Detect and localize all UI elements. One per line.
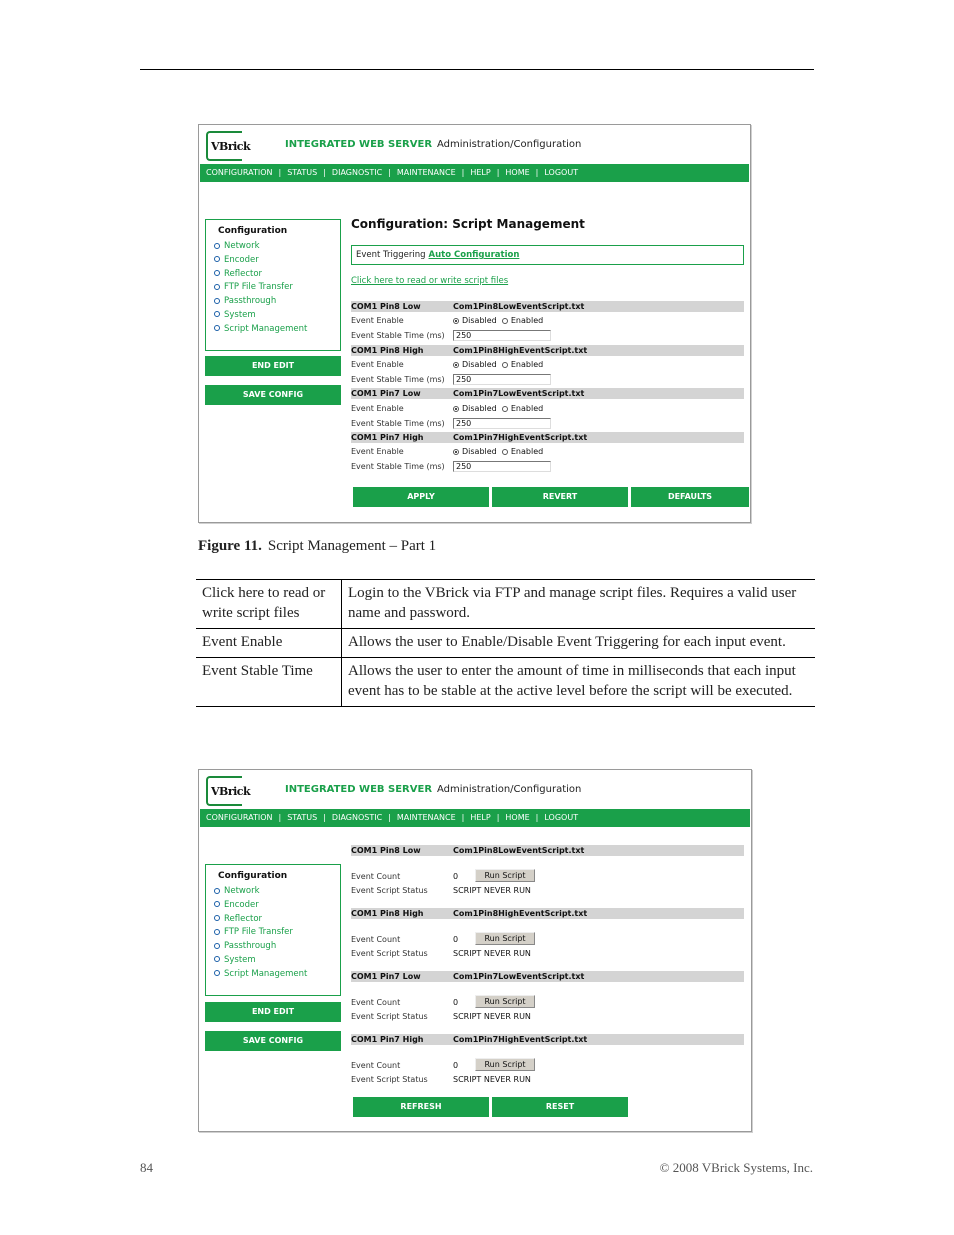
stable-time-label: Event Stable Time (ms) bbox=[351, 419, 445, 428]
definition-description: Login to the VBrick via FTP and manage script files. Requires a valid user name and password. bbox=[342, 580, 816, 629]
nav-help[interactable]: HELP bbox=[470, 168, 491, 177]
sidebar-item-passthrough[interactable]: Passthrough bbox=[206, 295, 340, 309]
logo-text: VBrick bbox=[211, 140, 251, 153]
config-sidebar bbox=[205, 219, 341, 351]
nav-configuration[interactable]: CONFIGURATION bbox=[206, 168, 273, 177]
sidebar-item-encoder[interactable]: Encoder bbox=[206, 254, 340, 268]
revert-button[interactable]: REVERT bbox=[492, 487, 628, 507]
definition-term: Event Enable bbox=[196, 629, 342, 658]
nav-configuration[interactable]: CONFIGURATION bbox=[206, 813, 273, 822]
sidebar-title: Configuration bbox=[218, 871, 288, 881]
run-script-button[interactable]: Run Script bbox=[475, 932, 535, 945]
bullet-icon bbox=[214, 298, 220, 304]
radio-disabled[interactable] bbox=[453, 362, 459, 368]
table-row bbox=[196, 580, 815, 629]
page-number: 84 bbox=[140, 1160, 153, 1175]
nav-status[interactable]: STATUS bbox=[287, 168, 318, 177]
sidebar-item-system[interactable]: System bbox=[206, 309, 340, 323]
refresh-button[interactable]: REFRESH bbox=[353, 1097, 489, 1117]
nav-diagnostic[interactable]: DIAGNOSTIC bbox=[331, 813, 383, 822]
event-enable-radios: Disabled Enabled bbox=[453, 445, 543, 458]
nav-separator: | bbox=[388, 813, 391, 822]
bullet-icon bbox=[214, 956, 220, 962]
defaults-button[interactable]: DEFAULTS bbox=[631, 487, 749, 507]
nav-maintenance[interactable]: MAINTENANCE bbox=[396, 168, 456, 177]
section-header: COM1 Pin8 Low Com1Pin8LowEventScript.txt bbox=[351, 845, 744, 856]
section-header: COM1 Pin8 High Com1Pin8HighEventScript.txt bbox=[351, 908, 744, 919]
stable-time-input[interactable]: 250 bbox=[453, 374, 551, 385]
script-status-value: SCRIPT NEVER RUN bbox=[453, 1012, 531, 1021]
radio-enabled[interactable] bbox=[502, 406, 508, 412]
nav-separator: | bbox=[496, 168, 500, 177]
bullet-icon bbox=[214, 311, 220, 317]
nav-separator: | bbox=[496, 813, 500, 822]
radio-disabled[interactable] bbox=[453, 406, 459, 412]
nav-diagnostic[interactable]: DIAGNOSTIC bbox=[331, 168, 383, 177]
table-row bbox=[196, 658, 815, 707]
definition-term: Event Stable Time bbox=[196, 658, 342, 707]
end-edit-button[interactable]: END EDIT bbox=[205, 1002, 341, 1022]
page-title: Configuration: Script Management bbox=[351, 217, 585, 231]
nav-maintenance[interactable]: MAINTENANCE bbox=[396, 813, 456, 822]
bullet-icon bbox=[214, 284, 220, 290]
script-status-label: Event Script Status bbox=[351, 886, 428, 895]
event-triggering-label: Event Triggering bbox=[356, 250, 426, 260]
sidebar-item-reflector[interactable]: Reflector bbox=[206, 268, 340, 282]
script-status-value: SCRIPT NEVER RUN bbox=[453, 949, 531, 958]
nav-separator: | bbox=[388, 168, 391, 177]
vbrick-logo bbox=[206, 776, 251, 806]
top-nav bbox=[200, 809, 750, 827]
definition-description: Allows the user to Enable/Disable Event Triggering for each input event. bbox=[342, 629, 816, 658]
section-header: COM1 Pin7 Low Com1Pin7LowEventScript.txt bbox=[351, 971, 744, 982]
radio-disabled[interactable] bbox=[453, 318, 459, 324]
server-title: INTEGRATED WEB SERVER bbox=[285, 784, 433, 795]
screenshot-script-management-part1 bbox=[198, 124, 751, 523]
stable-time-label: Event Stable Time (ms) bbox=[351, 331, 445, 340]
event-enable-label: Event Enable bbox=[351, 360, 404, 369]
event-count-label: Event Count bbox=[351, 935, 401, 944]
script-status-label: Event Script Status bbox=[351, 949, 428, 958]
run-script-button[interactable]: Run Script bbox=[475, 869, 535, 882]
figure-caption-text: Script Management – Part 1 bbox=[267, 538, 437, 554]
save-config-button[interactable]: SAVE CONFIG bbox=[205, 1031, 341, 1051]
event-count-value: 0 bbox=[453, 935, 459, 944]
nav-logout[interactable]: LOGOUT bbox=[544, 813, 579, 822]
sidebar-title: Configuration bbox=[218, 226, 288, 236]
screenshot-script-management-part2 bbox=[198, 769, 752, 1132]
apply-button[interactable]: APPLY bbox=[353, 487, 489, 507]
bullet-icon bbox=[214, 970, 220, 976]
stable-time-label: Event Stable Time (ms) bbox=[351, 375, 445, 384]
sidebar-item-passthrough[interactable]: Passthrough bbox=[206, 940, 340, 954]
event-count-label: Event Count bbox=[351, 998, 401, 1007]
sidebar-item-encoder[interactable]: Encoder bbox=[206, 899, 340, 913]
server-subtitle: Administration/Configuration bbox=[437, 139, 582, 150]
sidebar-item-system[interactable]: System bbox=[206, 954, 340, 968]
bullet-icon bbox=[214, 243, 220, 249]
nav-home[interactable]: HOME bbox=[505, 168, 530, 177]
section-header: COM1 Pin7 High Com1Pin7HighEventScript.txt bbox=[351, 432, 744, 443]
server-subtitle: Administration/Configuration bbox=[437, 784, 582, 795]
figure-caption bbox=[198, 538, 436, 555]
nav-separator: | bbox=[535, 168, 539, 177]
nav-separator: | bbox=[323, 168, 326, 177]
vbrick-logo bbox=[206, 131, 251, 161]
radio-disabled[interactable] bbox=[453, 449, 459, 455]
radio-enabled[interactable] bbox=[502, 362, 508, 368]
sidebar-item-reflector[interactable]: Reflector bbox=[206, 913, 340, 927]
nav-separator: | bbox=[323, 813, 326, 822]
script-files-link[interactable]: Click here to read or write script files bbox=[351, 276, 509, 286]
sidebar-item-script-management[interactable]: Script Management bbox=[206, 323, 340, 337]
section-header: COM1 Pin7 High Com1Pin7HighEventScript.txt bbox=[351, 1034, 744, 1045]
bullet-icon bbox=[214, 325, 220, 331]
server-title: INTEGRATED WEB SERVER bbox=[285, 139, 433, 150]
nav-logout[interactable]: LOGOUT bbox=[544, 168, 579, 177]
nav-status[interactable]: STATUS bbox=[287, 813, 318, 822]
bullet-icon bbox=[214, 270, 220, 276]
nav-separator: | bbox=[278, 813, 282, 822]
nav-help[interactable]: HELP bbox=[470, 813, 491, 822]
nav-separator: | bbox=[461, 168, 465, 177]
stable-time-label: Event Stable Time (ms) bbox=[351, 462, 445, 471]
bullet-icon bbox=[214, 256, 220, 262]
event-enable-radios: Disabled Enabled bbox=[453, 402, 543, 415]
event-enable-label: Event Enable bbox=[351, 316, 404, 325]
run-script-button[interactable]: Run Script bbox=[475, 1058, 535, 1071]
top-nav bbox=[200, 164, 749, 182]
nav-separator: | bbox=[278, 168, 282, 177]
definitions-table bbox=[196, 579, 815, 707]
bullet-icon bbox=[214, 888, 220, 894]
radio-enabled[interactable] bbox=[502, 449, 508, 455]
event-enable-label: Event Enable bbox=[351, 447, 404, 456]
stable-time-input[interactable]: 250 bbox=[453, 418, 551, 429]
sidebar-item-ftp[interactable]: FTP File Transfer bbox=[206, 281, 340, 295]
auto-configuration-link[interactable]: Auto Configuration bbox=[428, 250, 520, 260]
stable-time-input[interactable]: 250 bbox=[453, 461, 551, 472]
event-triggering-box bbox=[351, 245, 744, 265]
save-config-button[interactable]: SAVE CONFIG bbox=[205, 385, 341, 405]
sidebar-item-ftp[interactable]: FTP File Transfer bbox=[206, 926, 340, 940]
definition-description: Allows the user to enter the amount of time in milliseconds that each input event has to be stable at the active level before the script will be executed. bbox=[342, 658, 816, 707]
script-status-label: Event Script Status bbox=[351, 1012, 428, 1021]
nav-separator: | bbox=[461, 813, 465, 822]
section-header: COM1 Pin8 Low Com1Pin8LowEventScript.txt bbox=[351, 301, 744, 312]
bullet-icon bbox=[214, 915, 220, 921]
event-count-label: Event Count bbox=[351, 1061, 401, 1070]
table-row bbox=[196, 629, 815, 658]
header-rule bbox=[140, 69, 814, 70]
event-enable-radios: Disabled Enabled bbox=[453, 358, 543, 371]
bullet-icon bbox=[214, 943, 220, 949]
event-count-value: 0 bbox=[453, 872, 459, 881]
logo-text: VBrick bbox=[211, 785, 251, 798]
nav-separator: | bbox=[535, 813, 539, 822]
sidebar-item-network[interactable]: Network bbox=[206, 240, 340, 254]
copyright: © 2008 VBrick Systems, Inc. bbox=[659, 1160, 813, 1175]
event-enable-radios: Disabled Enabled bbox=[453, 314, 543, 327]
definition-term: Click here to read or write script files bbox=[196, 580, 342, 629]
stable-time-input[interactable]: 250 bbox=[453, 330, 551, 341]
figure-label: Figure 11. bbox=[198, 538, 262, 554]
sidebar-item-script-management[interactable]: Script Management bbox=[206, 968, 340, 982]
event-count-value: 0 bbox=[453, 1061, 459, 1070]
end-edit-button[interactable]: END EDIT bbox=[205, 356, 341, 376]
event-enable-label: Event Enable bbox=[351, 404, 404, 413]
event-count-label: Event Count bbox=[351, 872, 401, 881]
bullet-icon bbox=[214, 901, 220, 907]
event-count-value: 0 bbox=[453, 998, 459, 1007]
reset-button[interactable]: RESET bbox=[492, 1097, 628, 1117]
script-status-value: SCRIPT NEVER RUN bbox=[453, 886, 531, 895]
sidebar-item-network[interactable]: Network bbox=[206, 885, 340, 899]
script-status-label: Event Script Status bbox=[351, 1075, 428, 1084]
nav-home[interactable]: HOME bbox=[505, 813, 530, 822]
config-sidebar bbox=[205, 864, 341, 996]
section-header: COM1 Pin8 High Com1Pin8HighEventScript.txt bbox=[351, 345, 744, 356]
section-header: COM1 Pin7 Low Com1Pin7LowEventScript.txt bbox=[351, 388, 744, 399]
radio-enabled[interactable] bbox=[502, 318, 508, 324]
run-script-button[interactable]: Run Script bbox=[475, 995, 535, 1008]
script-status-value: SCRIPT NEVER RUN bbox=[453, 1075, 531, 1084]
bullet-icon bbox=[214, 929, 220, 935]
